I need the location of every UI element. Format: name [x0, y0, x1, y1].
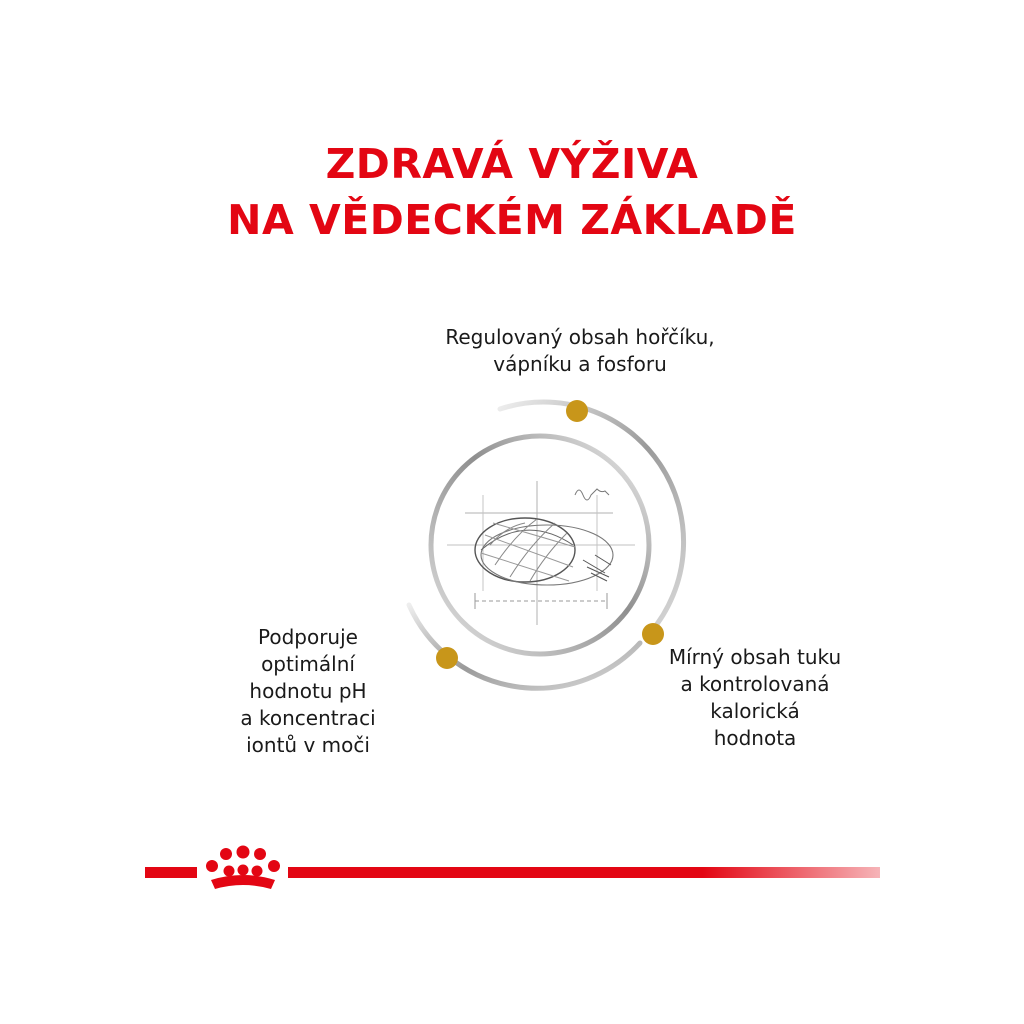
benefit-minerals-line: Regulovaný obsah hořčíku,: [445, 325, 715, 349]
footer-band-left: [145, 867, 197, 878]
benefit-marker-dot-top: [566, 400, 588, 422]
benefit-urine-ph-line: hodnotu pH: [249, 679, 367, 703]
page-headline: [0, 136, 1024, 248]
crown-logo: [206, 846, 280, 890]
kibble-sketch-icon: [447, 481, 635, 625]
headline-line-1: ZDRAVÁ VÝŽIVA: [325, 140, 699, 188]
benefit-marker-dot-right: [642, 623, 664, 645]
benefit-fat-calories-line: a kontrolovaná: [680, 672, 830, 696]
footer-band-right: [288, 867, 880, 878]
benefit-urine-ph-line: Podporuje: [258, 625, 358, 649]
benefit-urine-ph-line: a koncentraci: [240, 706, 376, 730]
benefit-marker-dot-left: [436, 647, 458, 669]
benefit-fat-calories-line: hodnota: [713, 726, 797, 750]
benefit-urine-ph-line: iontů v moči: [246, 733, 370, 757]
brand-footer-band: [0, 842, 1024, 902]
benefit-urine-ph-line: optimální: [261, 652, 355, 676]
benefit-minerals-line: vápníku a fosforu: [493, 352, 667, 376]
benefit-minerals: [412, 324, 748, 378]
outer-arc-bottom: [409, 605, 640, 688]
headline-line-2: NA VĚDECKÉM ZÁKLADĚ: [227, 196, 797, 244]
kibble-diagram: [395, 395, 700, 700]
benefit-fat-calories-line: kalorická: [710, 699, 800, 723]
benefit-fat-calories-line: Mírný obsah tuku: [668, 645, 842, 669]
benefit-urine-ph: [210, 624, 406, 759]
